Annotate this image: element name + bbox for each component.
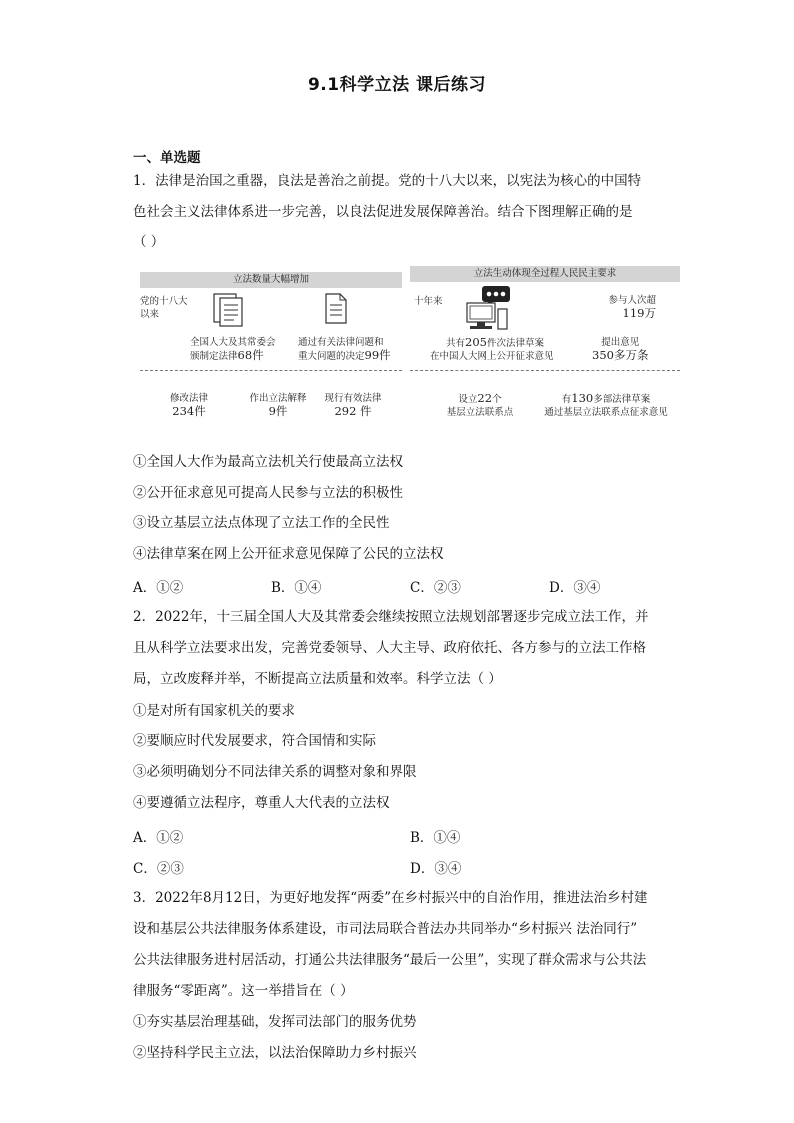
- opinions-stat: 提出意见 350多万条: [592, 337, 649, 362]
- interpretation-stat: 作出立法解释 9件: [249, 393, 307, 418]
- q2-option-b[interactable]: B．①④: [410, 830, 461, 846]
- participants-stat: 参与人次超 119万: [608, 295, 656, 320]
- decade-label: 十年来: [414, 296, 443, 307]
- q1-line: 色社会主义法律体系进一步完善，以良法促进发展保障善治。结合下图理解正确的是: [133, 204, 633, 220]
- computer-chat-icon: [464, 284, 514, 334]
- q1-option-d[interactable]: D．③④: [549, 580, 601, 596]
- q3-statement: ②坚持科学民主立法，以法治保障助力乡村振兴: [133, 1045, 417, 1061]
- q3-statement: ①夯实基层治理基础，发挥司法部门的服务优势: [133, 1014, 417, 1030]
- q3-line: 3．2022年8月12日，为更好地发挥“两委”在乡村振兴中的自治作用，推进法治乡村建: [133, 890, 648, 906]
- document-stack-icon: [212, 292, 246, 328]
- amend-stat: 修改法律 234件: [169, 393, 208, 418]
- grassroots-drafts-stat: 有130多部法律草案 通过基层立法联系点征求意见: [544, 391, 668, 418]
- right-divider: [410, 370, 680, 371]
- left-header: 立法数量大幅增加: [140, 272, 402, 288]
- q2-line: 且从科学立法要求出发，完善党委领导、人大主导、政府依托、各方参与的立法工作格: [133, 640, 646, 656]
- q1-option-a[interactable]: A．①②: [133, 580, 184, 596]
- q2-line: 2．2022年，十三届全国人大及其常委会继续按照立法规划部署逐步完成立法工作，并: [133, 609, 649, 625]
- q3-line: 律服务“零距离”。这一举措旨在（ ）: [133, 983, 354, 999]
- q1-statement: ①全国人大作为最高立法机关行使最高立法权: [133, 454, 403, 470]
- q2-statement: ①是对所有国家机关的要求: [133, 703, 295, 719]
- q2-option-c[interactable]: C．②③: [133, 861, 184, 877]
- q2-statement: ②要顺应时代发展要求，符合国情和实际: [133, 733, 376, 749]
- right-header: 立法生动体现全过程人民民主要求: [410, 266, 680, 282]
- left-divider: [140, 370, 402, 371]
- q2-option-a[interactable]: A．①②: [133, 830, 184, 846]
- q2-line: 局，立改废释并举，不断提高立法质量和效率。科学立法（ ）: [133, 671, 502, 687]
- q2-option-d[interactable]: D．③④: [410, 861, 462, 877]
- q1-statement: ④法律草案在网上公开征求意见保障了公民的立法权: [133, 546, 444, 562]
- q1-option-b[interactable]: B．①④: [271, 580, 322, 596]
- decisions-stat: 通过有关法律问题和 重大问题的决定99件: [298, 337, 391, 362]
- legislation-infographic: [140, 264, 680, 432]
- section-heading: 一、单选题: [133, 150, 201, 166]
- q1-option-c[interactable]: C．②③: [410, 580, 461, 596]
- q1-line: 1．法律是治国之重器，良法是善治之前提。党的十八大以来，以宪法为核心的中国特: [133, 173, 642, 189]
- q1-statement: ②公开征求意见可提高人民参与立法的积极性: [133, 485, 403, 501]
- document-icon: [323, 292, 349, 326]
- q2-statement: ③必须明确划分不同法律关系的调整对象和界限: [133, 764, 417, 780]
- current-laws-stat: 现行有效法律 292 件: [324, 393, 382, 418]
- since-label: 党的十八大 以来: [140, 296, 188, 320]
- contact-points-stat: 设立22个 基层立法联系点: [446, 391, 514, 418]
- npc-laws-stat: 全国人大及其常委会 颁制定法律68件: [190, 337, 276, 362]
- q1-statement: ③设立基层立法点体现了立法工作的全民性: [133, 515, 390, 531]
- page-title: 9.1科学立法 课后练习: [307, 75, 487, 95]
- q2-statement: ④要遵循立法程序，尊重人大代表的立法权: [133, 795, 390, 811]
- q3-line: 设和基层公共法律服务体系建设，市司法局联合普法办共同举办“乡村振兴 法治同行”: [133, 921, 638, 937]
- q3-line: 公共法律服务进村居活动，打通公共法律服务“最后一公里”，实现了群众需求与公共法: [133, 952, 647, 968]
- q1-line: （ ）: [133, 234, 165, 250]
- drafts-stat: 共有205件次法律草案 在中国人大网上公开征求意见: [430, 335, 554, 362]
